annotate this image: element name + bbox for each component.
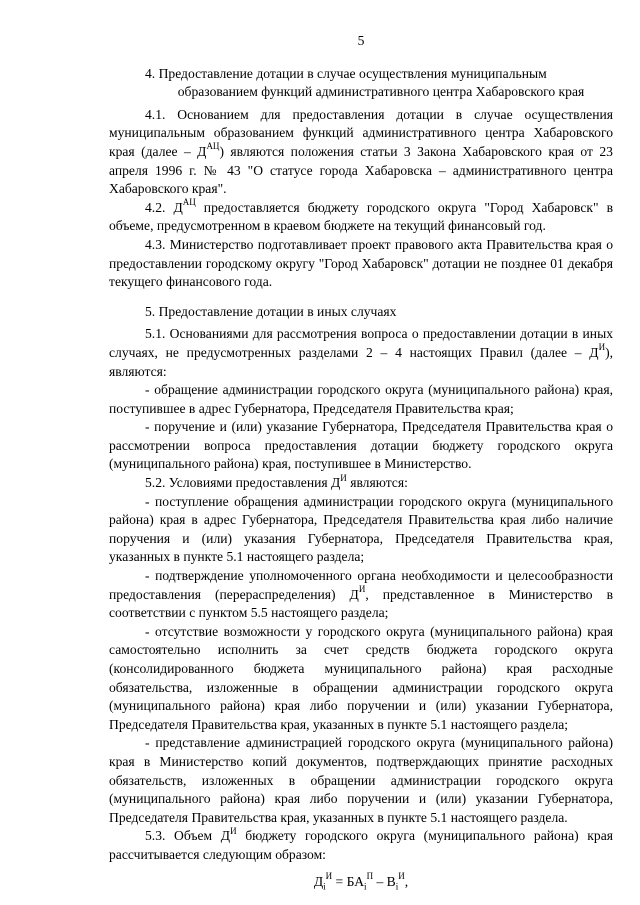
- paragraph-5-2-item-3: - отсутствие возможности у городского округа (муниципального района) края самостоятельно исполнить за счет средств бюджета городского округа (консолидированного бюджета муниципального района) края расходные обязательства, изложенные в обращении администрации городского округа (муниципального района) края либо поручении и (или) указании Губернатора, Председателя Правительства края, указанных в пункте 5.1 настоящего раздела;: [109, 623, 613, 732]
- paragraph-5-2-item-1: - поступление обращения администрации городского округа (муниципального района) края в адрес Губернатора, Председателя Правительства края либо наличие поручения и (или) указания Губернатора, Председателя Правительства края, указанных в пункте 5.1 настоящего раздела;: [109, 493, 613, 565]
- paragraph-5-2: 5.2. Условиями предоставления $Д^И$ являются:: [145, 472, 408, 491]
- paragraph-4-1: 4.1. Основанием для предоставления дотации в случае осуществления муниципальным образованием функций административного центра Хабаровского края (далее – $Д^{АЦ}$) являются положения статьи 3 Закона Хабаровского края от 23 апреля 1996 г. № 43 "О статусе города Хабаровска – административного центра Хабаровского края".: [109, 106, 613, 197]
- paragraph-5-2-item-4: - представление администрацией городского округа (муниципального района) края в Министерство копий документов, подтверждающих принятие расходных обязательств, изложенных в обращении администрации городского округа (муниципального района) края либо поручении и (или) указании Губернатора, Председателя Правительства края, указанных в пункте 5.1 настоящего раздела.: [109, 735, 613, 825]
- paragraph-5-3: 5.3. Объем $Д^И$ бюджету городского округа (муниципального района) края рассчитывается следующим образом:: [109, 825, 613, 862]
- paragraph-4-2: 4.2. $Д^{АЦ}$ предоставляется бюджету городского округа "Город Хабаровск" в объеме, предусмотренном в краевом бюджете на текущий финансовый год.: [109, 197, 613, 234]
- paragraph-5-1-item-2: - поручение и (или) указание Губернатора, Председателя Правительства края о рассмотрении вопроса предоставления дотации бюджету городского округа (муниципального района) края, поступившее в Министерство.: [109, 419, 613, 472]
- paragraph-5-1: 5.1. Основаниями для рассмотрения вопроса о предоставлении дотации в иных случаях, не предусмотренных разделами 2 – 4 настоящих Правил (далее – $Д^И$), являются:: [109, 326, 613, 379]
- section-4-heading-line1: 4. Предоставление дотации в случае осуществления муниципальным: [145, 65, 547, 81]
- paragraph-5-1-item-1: - обращение администрации городского округа (муниципального района) края, поступившее в адрес Губернатора, Председателя Правительства края;: [109, 382, 613, 416]
- section-4-heading-line2: образованием функций административного центра Хабаровского края: [177, 84, 585, 100]
- formula: $Д_i^И = БА_i^П - В_i^И$,: [313, 871, 409, 892]
- paragraph-4-3: 4.3. Министерство подготавливает проект правового акта Правительства края о предоставлении городскому округу "Город Хабаровск" дотации не позднее 01 декабря текущего финансового года.: [109, 236, 613, 290]
- paragraph-5-2-item-2: - подтверждение уполномоченного органа необходимости и целесообразности предоставления (перераспределения) $Д^И$, представленное в Министерство в соответствии с пунктом 5.5 настоящего раздела;: [109, 568, 613, 621]
- section-4-heading: [109, 65, 613, 102]
- section-5-heading: 5. Предоставление дотации в иных случаях: [145, 303, 397, 319]
- page-number: 5: [357, 33, 365, 48]
- document-page: [109, 32, 613, 891]
